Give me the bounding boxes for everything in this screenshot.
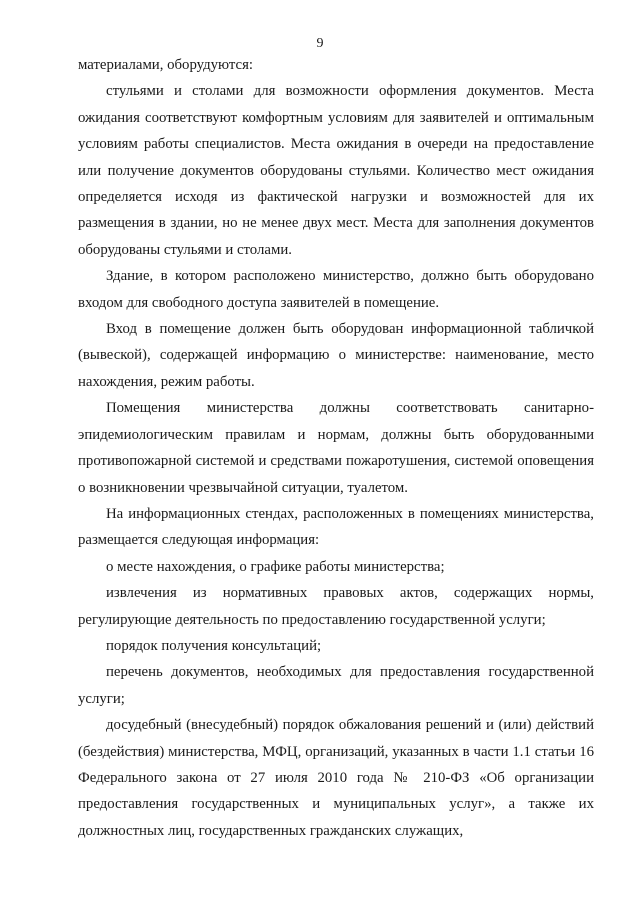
list-item-documents-list: перечень документов, необходимых для предоставления государственной услуги; <box>78 664 594 707</box>
paragraph-entrance-sign: Вход в помещение должен быть оборудован информационной табличкой (вывеской), содержащей информацию о министерстве: наименование, место нахождения, режим работы. <box>78 321 594 390</box>
paragraph-continuation: материалами, оборудуются: <box>78 57 254 73</box>
list-item-location-schedule: о месте нахождения, о графике работы министерства; <box>106 558 445 575</box>
paragraph-building-entrance: Здание, в котором расположено министерство, должно быть оборудовано входом для свободного доступа заявителей в помещение. <box>78 268 594 311</box>
list-item-appeal-procedure: досудебный (внесудебный) порядок обжалования решений и (или) действий (бездействия) министерства, МФЦ, организаций, указанных в части 1.1 статьи 16 Федерального закона от 27 июля 2010 года № 210-ФЗ «Об организации предоставления государственных и муниципальных услуг», а также их должностных лиц, государственных гражданских служащих, <box>78 717 594 839</box>
paragraph-premises-requirements: Помещения министерства должны соответствовать санитарно-эпидемиологическим правилам и нормам, должны быть оборудованными противопожарной системой и средствами пожаротушения, системой оповещения о возникновении чрезвычайной ситуации, туалетом. <box>78 400 594 496</box>
list-item-consultations: порядок получения консультаций; <box>106 637 322 654</box>
list-item-legal-acts: извлечения из нормативных правовых актов, содержащих нормы, регулирующие деятельность по предоставлению государственной услуги; <box>78 585 594 628</box>
page-number: 9 <box>316 36 324 51</box>
document-body <box>78 52 594 844</box>
paragraph-info-stands: На информационных стендах, расположенных в помещениях министерства, размещается следующая информация: <box>78 505 594 549</box>
paragraph-waiting-areas: стульями и столами для возможности оформления документов. Места ожидания соответствуют комфортным условиям для заявителей и оптимальным условиям работы специалистов. Места ожидания в очереди на предоставление или получение документов оборудованы стульями. Количество мест ожидания определяется исходя из фактической нагрузки и возможностей для их размещения в здании, но не менее двух мест. Места для заполнения документов оборудованы стульями и столами. <box>78 83 594 258</box>
